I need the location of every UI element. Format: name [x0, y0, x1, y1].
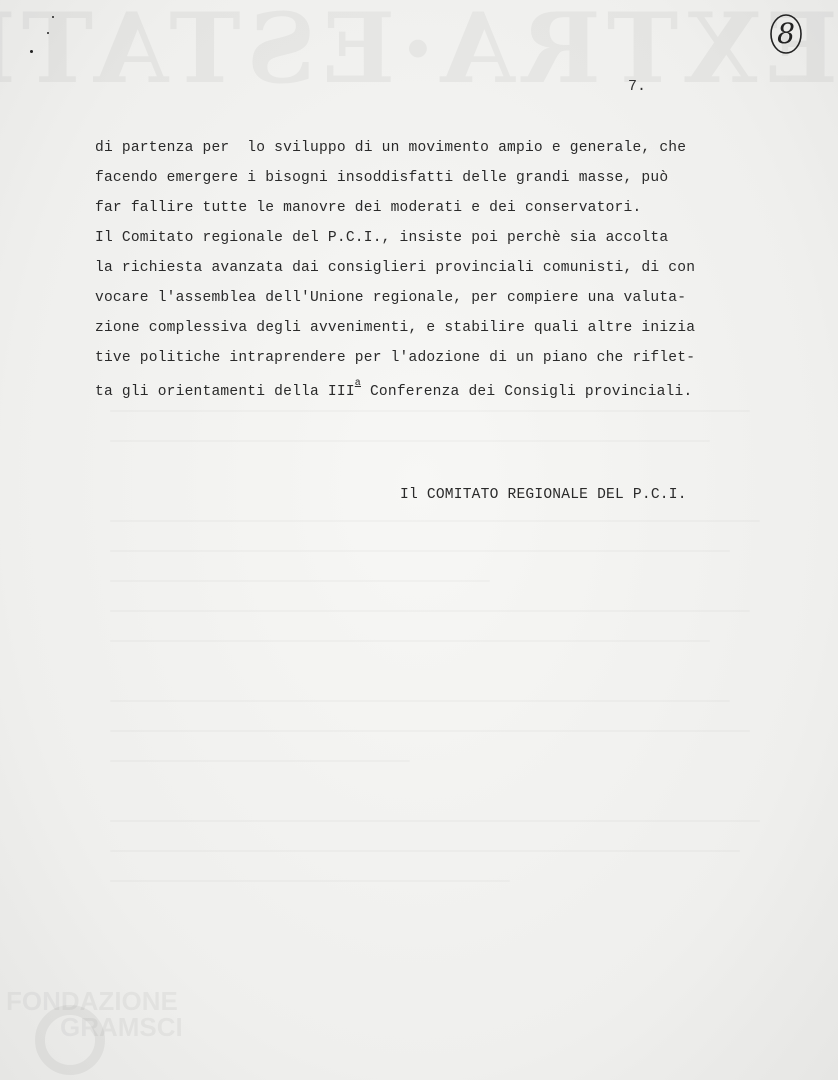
bleed-through-line: [110, 440, 710, 442]
ink-speck: [30, 50, 33, 53]
bleed-through-line: [110, 820, 760, 822]
bleed-through-line: [110, 880, 510, 882]
page-number: 7.: [628, 78, 647, 95]
text-line: vocare l'assemblea dell'Unione regionale, per compiere una valuta-: [95, 290, 687, 306]
bleed-through-line: [110, 850, 740, 852]
text-line: tive politiche intraprendere per l'adozione di un piano che riflet-: [95, 350, 696, 366]
watermark-line-1: FONDAZIONE: [6, 988, 178, 1016]
bleed-through-line: [110, 580, 490, 582]
signature-line: Il COMITATO REGIONALE DEL P.C.I.: [400, 487, 687, 503]
text-line: facendo emergere i bisogni insoddisfatti delle grandi masse, può: [95, 170, 669, 186]
text-line: far fallire tutte le manovre dei moderati e dei conservatori.: [95, 200, 642, 216]
watermark-line-2: GRAMSCI: [60, 1012, 183, 1042]
bleed-through-line: [110, 520, 760, 522]
bleed-through-line: [110, 610, 750, 612]
body-paragraph: [95, 133, 795, 403]
text-line: di partenza per lo sviluppo di un movimento ampio e generale, che: [95, 140, 687, 156]
bleed-through-line: [110, 730, 750, 732]
text-line-last: [95, 373, 795, 403]
text-line: la richiesta avanzata dai consiglieri provinciali comunisti, di con: [95, 260, 696, 276]
folio-mark: [768, 12, 804, 56]
text-line-end: Conferenza dei Consigli provinciali.: [360, 383, 693, 400]
bleed-through-line: [110, 640, 710, 642]
ink-speck: [47, 32, 49, 34]
foundation-logo-icon: [2, 988, 212, 1078]
ordinal-superscript: a: [354, 378, 361, 389]
text-line: zione complessiva degli avvenimenti, e stabilire quali altre inizia: [95, 320, 696, 336]
bleed-through-line: [110, 550, 730, 552]
bleed-through-line: [110, 700, 730, 702]
text-line-start: ta gli orientamenti della III: [95, 383, 355, 400]
foundation-watermark: [2, 988, 212, 1078]
text-line: Il Comitato regionale del P.C.I., insiste poi perchè sia accolta: [95, 230, 669, 246]
ink-speck: [52, 16, 54, 18]
bleed-through-heading: [0, 0, 838, 105]
folio-number: 8: [777, 17, 795, 50]
bleed-through-line: [110, 410, 750, 412]
bleed-through-line: [110, 760, 410, 762]
